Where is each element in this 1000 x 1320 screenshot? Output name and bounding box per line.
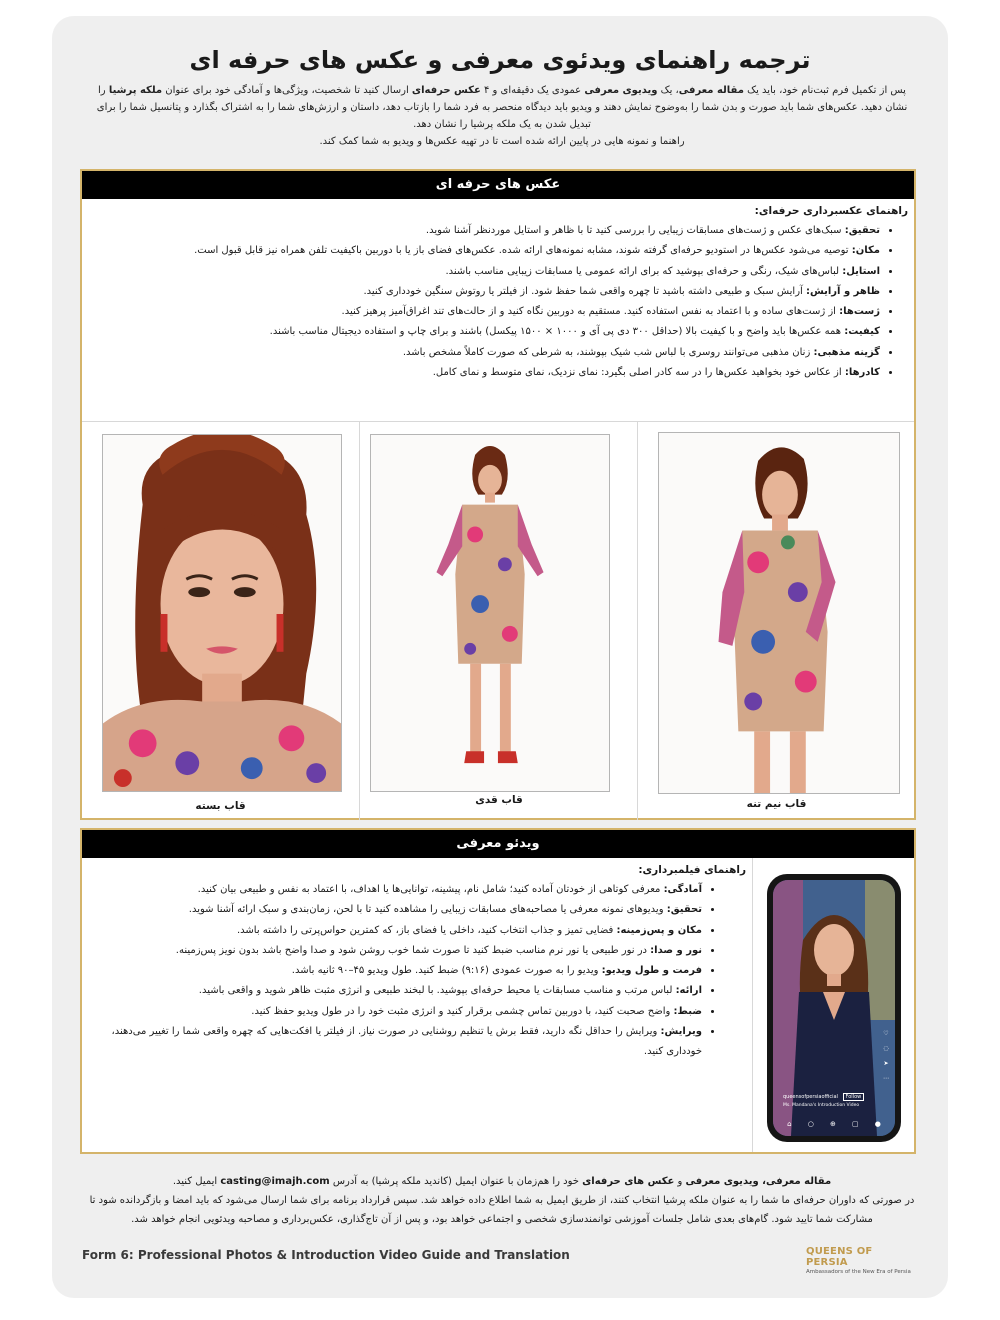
guide-rule-item: [82, 880, 702, 900]
video-rules-list: [82, 880, 752, 1063]
rule-text: فضایی تمیز و جذاب انتخاب کنید، داخلی یا فضای باز، که کمترین حواس‌پرتی را داشته باشد.: [236, 924, 617, 936]
video-guide-title: راهنمای فیلمبرداری:: [638, 864, 746, 876]
intro-note: راهنما و نمونه هایی در پایین ارائه شده است تا در تهیه عکس‌ها و ویدیو به شما کمک کند.: [319, 136, 685, 147]
rule-label: ویرایش:: [660, 1026, 702, 1038]
photo-closeup: [102, 434, 342, 792]
rule-label: مکان:: [851, 245, 880, 257]
rule-label: ضبط:: [673, 1005, 702, 1017]
guide-rule-item: [82, 961, 702, 981]
rule-text: ویدیو را به صورت عمودی (۹:۱۶) ضبط کنید. طول ویدیو ۴۵–۹۰ ثانیه باشد.: [291, 965, 602, 977]
rule-label: ژست‌ها:: [839, 306, 880, 318]
rule-text: زنان مذهبی می‌توانند روسری با لباس شب شیک بپوشند، به شرطی که صورت کاملاً مشخص باشد.: [402, 346, 814, 358]
guide-rule-item: [82, 363, 880, 383]
phone-video-caption: Ms. Mandana's Introduction Video: [783, 1103, 860, 1108]
guide-rule-item: [82, 241, 880, 261]
rule-text: در نور طبیعی یا نور نرم مناسب ضبط کنید تا صورت شما خوب روشن شود و صدا واضح باشد بدون نویز پس‌زمینه.: [175, 944, 651, 956]
rule-text: ویدیوهای نمونه معرفی یا مصاحبه‌های مسابقات زیبایی را مشاهده کنید تا با لحن، زمان‌بندی و سبک ارائه آشنا شوید.: [188, 904, 667, 916]
rule-label: تحقیق:: [666, 904, 702, 916]
photo-half-body: [658, 432, 900, 794]
caption-full-length: قاب قدی: [475, 794, 523, 806]
rule-text: سبک‌های عکس و ژست‌های مسابقات زیبایی را بررسی کنید تا با ظاهر و استایل موردنظر آشنا شوید.: [425, 225, 845, 236]
rule-label: مکان و پس‌زمینه:: [616, 924, 702, 936]
like-icon[interactable]: ♡: [883, 1030, 889, 1037]
video-body: [82, 858, 914, 1152]
caption-half-body: قاب نیم تنه: [746, 798, 807, 810]
brand-name: QUEENS OF PERSIA: [806, 1246, 873, 1268]
rule-label: گزینه مذهبی:: [813, 346, 880, 358]
video-example: [752, 858, 915, 1152]
more-icon[interactable]: ⋯: [883, 1075, 889, 1082]
rule-label: ظاهر و آرایش:: [805, 285, 880, 297]
photo-full-column: [359, 422, 638, 820]
video-guide: [82, 858, 752, 1152]
guide-rule-item: [82, 900, 702, 920]
rule-text: از ژست‌های ساده و با اعتماد به نفس استفاده کنید. مستقیم به دوربین نگاه کنید و از حالت‌های تند اغراق‌آمیز پرهیز کنید.: [341, 306, 840, 318]
phone-follow-button[interactable]: Follow: [843, 1093, 865, 1101]
rule-text: توصیه می‌شود عکس‌ها در استودیو حرفه‌ای گرفته شوند، مشابه نمونه‌های ارائه شده. عکس‌های فضای باز یا با دوربین باکیفیت تلفن همراه نیز قابل قبول است.: [194, 245, 852, 257]
phone-account-name: queensofpersiaofficial: [783, 1094, 838, 1100]
rule-label: کادرها:: [844, 367, 880, 379]
intro-text: [92, 82, 912, 150]
guide-rule-item: [82, 221, 880, 241]
shop-icon[interactable]: ▢: [851, 1120, 859, 1128]
guide-rule-item: [82, 921, 702, 941]
footer-process-note: در صورتی که داوران حرفه‌ای ما شما را به عنوان ملکه پرشیا انتخاب کنند، از طریق ایمیل به شما اطلاع داده خواهد شد. سپس قرارداد برنامه برای شما ارسال می‌شود که باید امضا و بازگردانده شود تا مشارکت شما تایید شود. گام‌های بعدی شامل جلسات آموزشی توانمندسازی شخصی و اجتماعی خواهد بود، و پس از آن تاج‌گذاری، عکس‌برداری و مصاحبه ویدئویی انجام خواهد شد.: [89, 1195, 915, 1225]
phone-side-actions: [882, 1030, 890, 1082]
sample-photos: [82, 421, 914, 820]
rule-label: فرمت و طول ویدیو:: [601, 965, 702, 977]
rule-text: از عکاس خود بخواهید عکس‌ها را در سه کادر اصلی بگیرد: نمای نزدیک، نمای متوسط و نمای کامل.: [432, 367, 845, 379]
photo-full-length: [370, 434, 610, 792]
rule-text: آرایش سبک و طبیعی داشته باشید تا چهره واقعی شما حفظ شود. از فیلتر یا روتوش سنگین خودداری کنید.: [363, 285, 806, 297]
rule-text: واضح صحبت کنید، با دوربین تماس چشمی برقرار کنید و انرژی مثبت خود را در طول ویدیو حفظ کنید.: [251, 1005, 674, 1017]
phone-mockup: [767, 874, 901, 1142]
guide-rule-item: [82, 941, 702, 961]
form-label: Form 6: Professional Photos & Introduction Video Guide and Translation: [82, 1248, 570, 1262]
rule-label: کیفیت:: [844, 326, 880, 338]
email-link[interactable]: casting@imajh.com: [220, 1176, 330, 1187]
caption-closeup: قاب بسته: [195, 800, 246, 812]
brand-tagline: Ambassadors of the New Era of Persia: [806, 1269, 911, 1275]
photo-closeup-column: [82, 422, 359, 820]
guide-rule-item: [82, 262, 880, 282]
video-section: [80, 828, 916, 1154]
brand-logo: [806, 1246, 916, 1275]
profile-icon[interactable]: ●: [874, 1120, 881, 1128]
photos-section-header: عکس های حرفه ای: [82, 171, 914, 199]
guide-rule-item: [82, 322, 880, 342]
rule-text: معرفی کوتاهی از خودتان آماده کنید؛ شامل نام، پیشینه، توانایی‌ها یا اهداف، با اعتماد به نفس و طبیعی بیان کنید.: [197, 884, 664, 895]
phone-nav-bar: [779, 1118, 889, 1130]
rule-label: استایل:: [842, 265, 880, 277]
guide-rule-item: [82, 282, 880, 302]
guide-rule-item: [82, 1002, 702, 1022]
phone-screen: [773, 880, 895, 1136]
photos-section: [80, 169, 916, 820]
rule-label: ارائه:: [675, 985, 702, 997]
rule-text: همه عکس‌ها باید واضح و با کیفیت بالا (حداقل ۳۰۰ دی پی آی و ۱۰۰۰ × ۱۵۰۰ پیکسل) باشند و برای چاپ و استفاده دیجیتال مناسب باشند.: [269, 326, 845, 338]
add-icon[interactable]: ⊕: [829, 1120, 836, 1128]
rule-label: آمادگی:: [663, 884, 702, 895]
guide-rule-item: [82, 981, 702, 1001]
photo-rules-list: [82, 221, 914, 383]
video-section-header: ویدئو معرفی: [82, 830, 914, 858]
rule-text: لباس مرتب و مناسب مسابقات یا محیط حرفه‌ای بپوشید. با لبخند طبیعی و انرژی مثبت ظاهر شوید و واقعی باشید.: [198, 985, 676, 997]
rule-label: تحقیق:: [844, 225, 880, 236]
photo-guide-title: راهنمای عکسبرداری حرفه‌ای:: [754, 205, 908, 217]
page-title: ترجمه راهنمای ویدئوی معرفی و عکس های حرفه ای: [189, 46, 811, 74]
photo-half-column: [637, 422, 915, 820]
guide-rule-item: [82, 302, 880, 322]
comment-icon[interactable]: ◌: [883, 1045, 889, 1052]
search-icon[interactable]: ○: [807, 1120, 814, 1128]
guide-rule-item: [82, 1022, 702, 1063]
rule-text: ویرایش را حداقل نگه دارید، فقط برش یا تنظیم روشنایی در صورت نیاز. از فیلتر یا افکت‌هایی که چهره واقعی شما را تغییر می‌دهند، خودداری کنید.: [111, 1026, 702, 1058]
home-icon[interactable]: ⌂: [787, 1120, 792, 1128]
rule-label: نور و صدا:: [650, 944, 702, 956]
phone-account-row: [783, 1094, 864, 1100]
guide-rule-item: [82, 343, 880, 363]
rule-text: لباس‌های شیک، رنگی و حرفه‌ای بپوشید که برای ارائه عمومی یا مسابقات زیبایی مناسب باشند.: [445, 265, 843, 277]
share-icon[interactable]: ➤: [883, 1060, 889, 1067]
footer-email-line: مقاله معرفی، ویدیوی معرفی و عکس های حرفه‌ای خود را هم‌زمان با عنوان ایمیل (کاندید ملکه پرشیا) به آدرس casting@imajh.com ایمیل کنید.: [172, 1176, 832, 1187]
footer-text: [82, 1172, 922, 1229]
intro-paragraph: پس از تکمیل فرم ثبت‌نام خود، باید یک مقاله معرفی، یک ویدیوی معرفی عمودی یک دقیقه‌ای و ۴ عکس حرفه‌ای ارسال کنید تا شخصیت، ویژگی‌ها و آمادگی خود برای عنوان ملکه پرشیا را نشان دهید. عکس‌های شما باید صورت و بدن شما را به‌وضوح نمایش دهند و ویدیو باید دیدگاه منحصر به فرد شما را بازتاب دهد، داستان و ارزش‌های شما را به اشتراک بگذارد و پتانسیل شما را برای تبدیل شدن به یک ملکه پرشیا را نشان دهد.: [96, 85, 908, 130]
